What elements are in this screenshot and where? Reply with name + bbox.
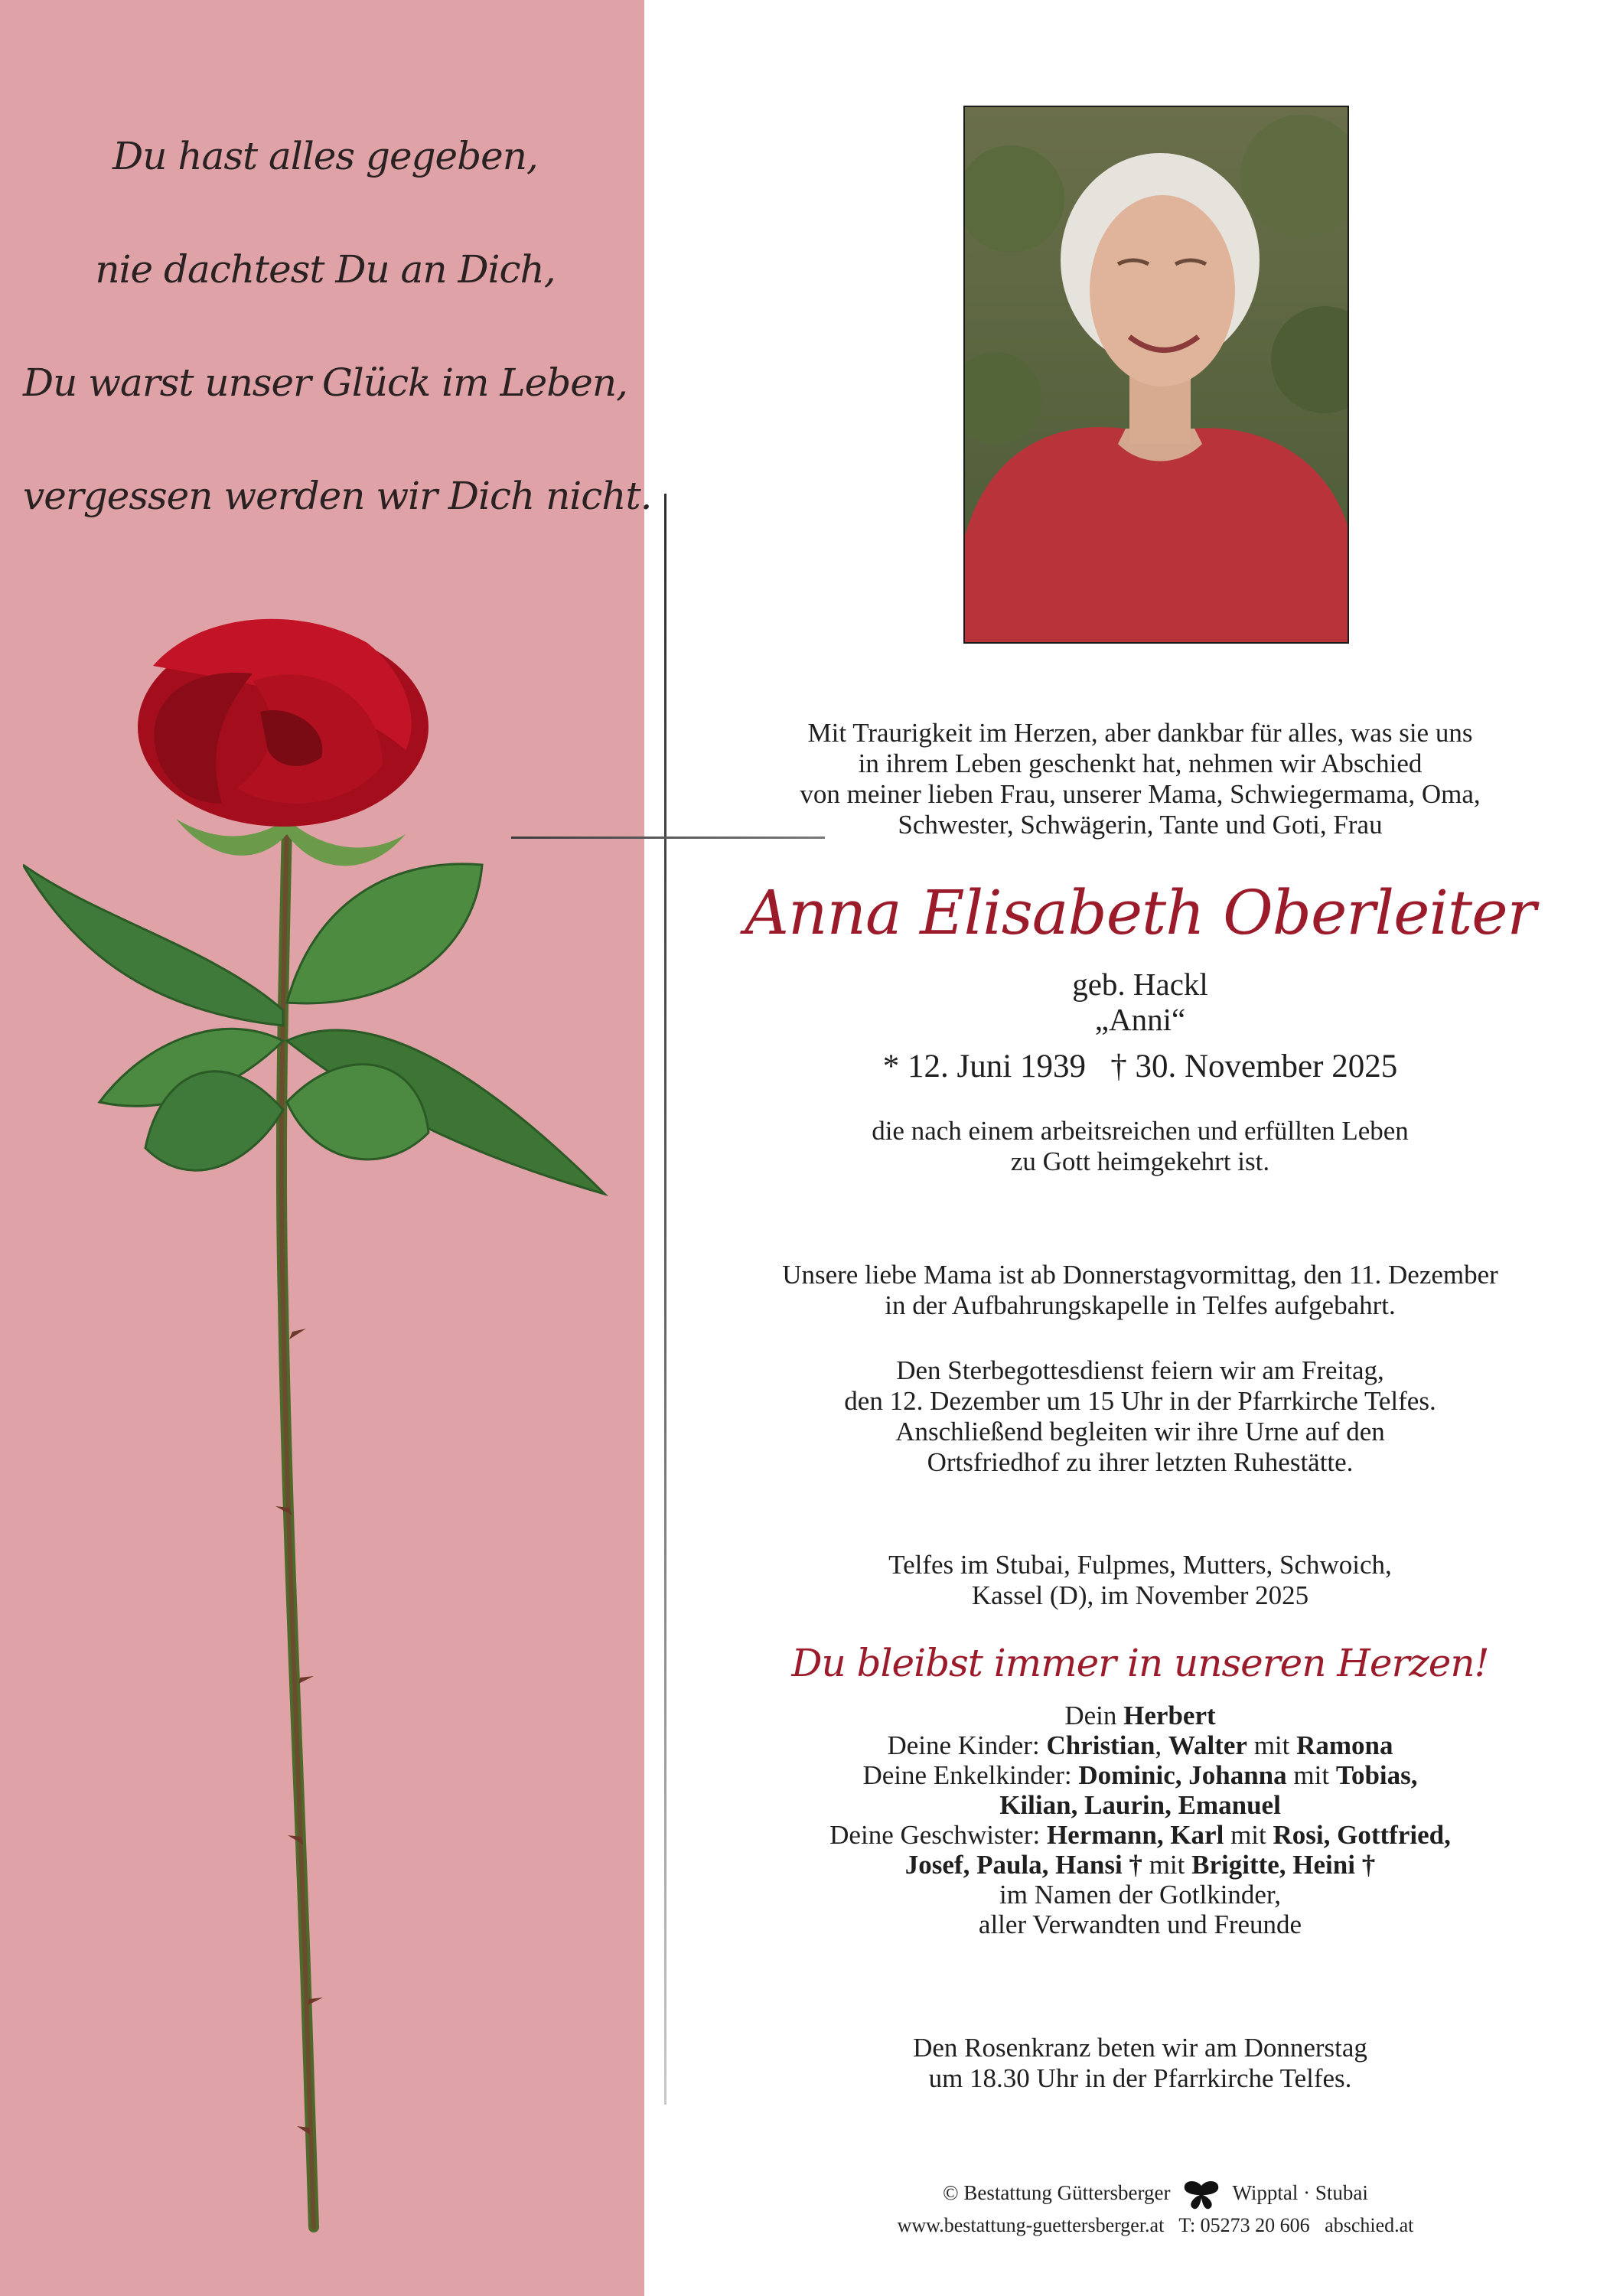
motto: Du bleibst immer in unseren Herzen! — [791, 1641, 1489, 1685]
intro-text — [689, 718, 1592, 840]
family-relatives: aller Verwandten und Freunde — [978, 1910, 1302, 1939]
family-children: Deine Kinder: Christian, Walter mit Ramona — [887, 1730, 1393, 1760]
family-siblings-cont: Josef, Paula, Hansi † mit Brigitte, Heini † — [904, 1850, 1376, 1880]
return-text — [689, 1116, 1592, 1177]
family-grandchildren: Deine Enkelkinder: Dominic, Johanna mit Tobias, — [862, 1760, 1418, 1790]
service-line: Ortsfriedhof zu ihrer letzten Ruhestätte. — [927, 1447, 1354, 1477]
life-dates: * 12. Juni 1939 † 30. November 2025 — [882, 1049, 1398, 1084]
family-list — [689, 1701, 1592, 1939]
intro-line: Mit Traurigkeit im Herzen, aber dankbar für alles, was sie uns — [807, 718, 1473, 748]
service-line: den 12. Dezember um 15 Uhr in der Pfarrkirche Telfes. — [844, 1386, 1436, 1416]
places-date-text — [689, 1550, 1592, 1611]
nickname: „Anni“ — [1094, 1002, 1186, 1037]
footer — [842, 2177, 1469, 2241]
service-text — [689, 1355, 1592, 1478]
places-line: Kassel (D), im November 2025 — [971, 1580, 1309, 1610]
poem-line: Du warst unser Glück im Leben, — [23, 360, 627, 405]
company-name: © Bestattung Güttersberger — [943, 2181, 1171, 2204]
viewing-line: in der Aufbahrungskapelle in Telfes aufgebahrt. — [885, 1290, 1396, 1320]
left-decor-panel — [0, 0, 652, 2296]
birth-name: geb. Hackl — [1072, 967, 1208, 1002]
service-line: Den Sterbegottesdienst feiern wir am Freitag, — [896, 1355, 1384, 1385]
rosary-line: um 18.30 Uhr in der Pfarrkirche Telfes. — [928, 2063, 1352, 2093]
website-link[interactable]: www.bestattung-guettersberger.at — [897, 2213, 1165, 2236]
poem-line: nie dachtest Du an Dich, — [95, 247, 556, 292]
red-rose-image — [23, 612, 635, 2242]
intro-line: in ihrem Leben geschenkt hat, nehmen wir Abschied — [858, 748, 1423, 778]
intro-line: Schwester, Schwägerin, Tante und Goti, Frau — [898, 810, 1383, 840]
birth-names — [689, 967, 1592, 1037]
poem-line: vergessen werden wir Dich nicht. — [23, 474, 652, 518]
return-line: die nach einem arbeitsreichen und erfüllten Leben — [872, 1116, 1409, 1146]
service-line: Anschließend begleiten wir ihre Urne auf den — [895, 1417, 1385, 1446]
deceased-name: Anna Elisabeth Oberleiter — [745, 877, 1536, 948]
intro-line: von meiner lieben Frau, unserer Mama, Schwiegermama, Oma, — [800, 779, 1481, 809]
phone-number: T: 05273 20 606 — [1178, 2213, 1310, 2236]
places-line: Telfes im Stubai, Fulpmes, Mutters, Schwoich, — [888, 1550, 1392, 1580]
viewing-text — [689, 1260, 1592, 1321]
rosary-line: Den Rosenkranz beten wir am Donnerstag — [913, 2033, 1367, 2063]
company-region: Wipptal · Stubai — [1232, 2181, 1368, 2204]
family-godchildren: im Namen der Gotlkinder, — [999, 1880, 1281, 1910]
viewing-line: Unsere liebe Mama ist ab Donnerstagvormittag, den 11. Dezember — [782, 1260, 1498, 1290]
portrait-photo-graphic — [965, 107, 1349, 644]
footer-row-2 — [842, 2210, 1469, 2241]
family-siblings: Deine Geschwister: Hermann, Karl mit Rosi, Gottfried, — [829, 1820, 1451, 1850]
abschied-link[interactable]: abschied.at — [1325, 2213, 1414, 2236]
portrait-photo — [963, 106, 1349, 644]
butterfly-logo-icon — [1183, 2180, 1220, 2210]
spouse-name: Herbert — [1123, 1701, 1216, 1730]
footer-row-1 — [842, 2177, 1469, 2210]
family-grandchildren-cont: Kilian, Laurin, Emanuel — [999, 1790, 1281, 1820]
poem-line: Du hast alles gegeben, — [112, 134, 538, 178]
cross-vertical-line — [664, 494, 666, 2105]
return-line: zu Gott heimgekehrt ist. — [1010, 1146, 1270, 1176]
family-spouse: Dein Herbert — [1064, 1701, 1216, 1730]
poem — [23, 99, 652, 553]
rosary-text — [689, 2033, 1592, 2094]
